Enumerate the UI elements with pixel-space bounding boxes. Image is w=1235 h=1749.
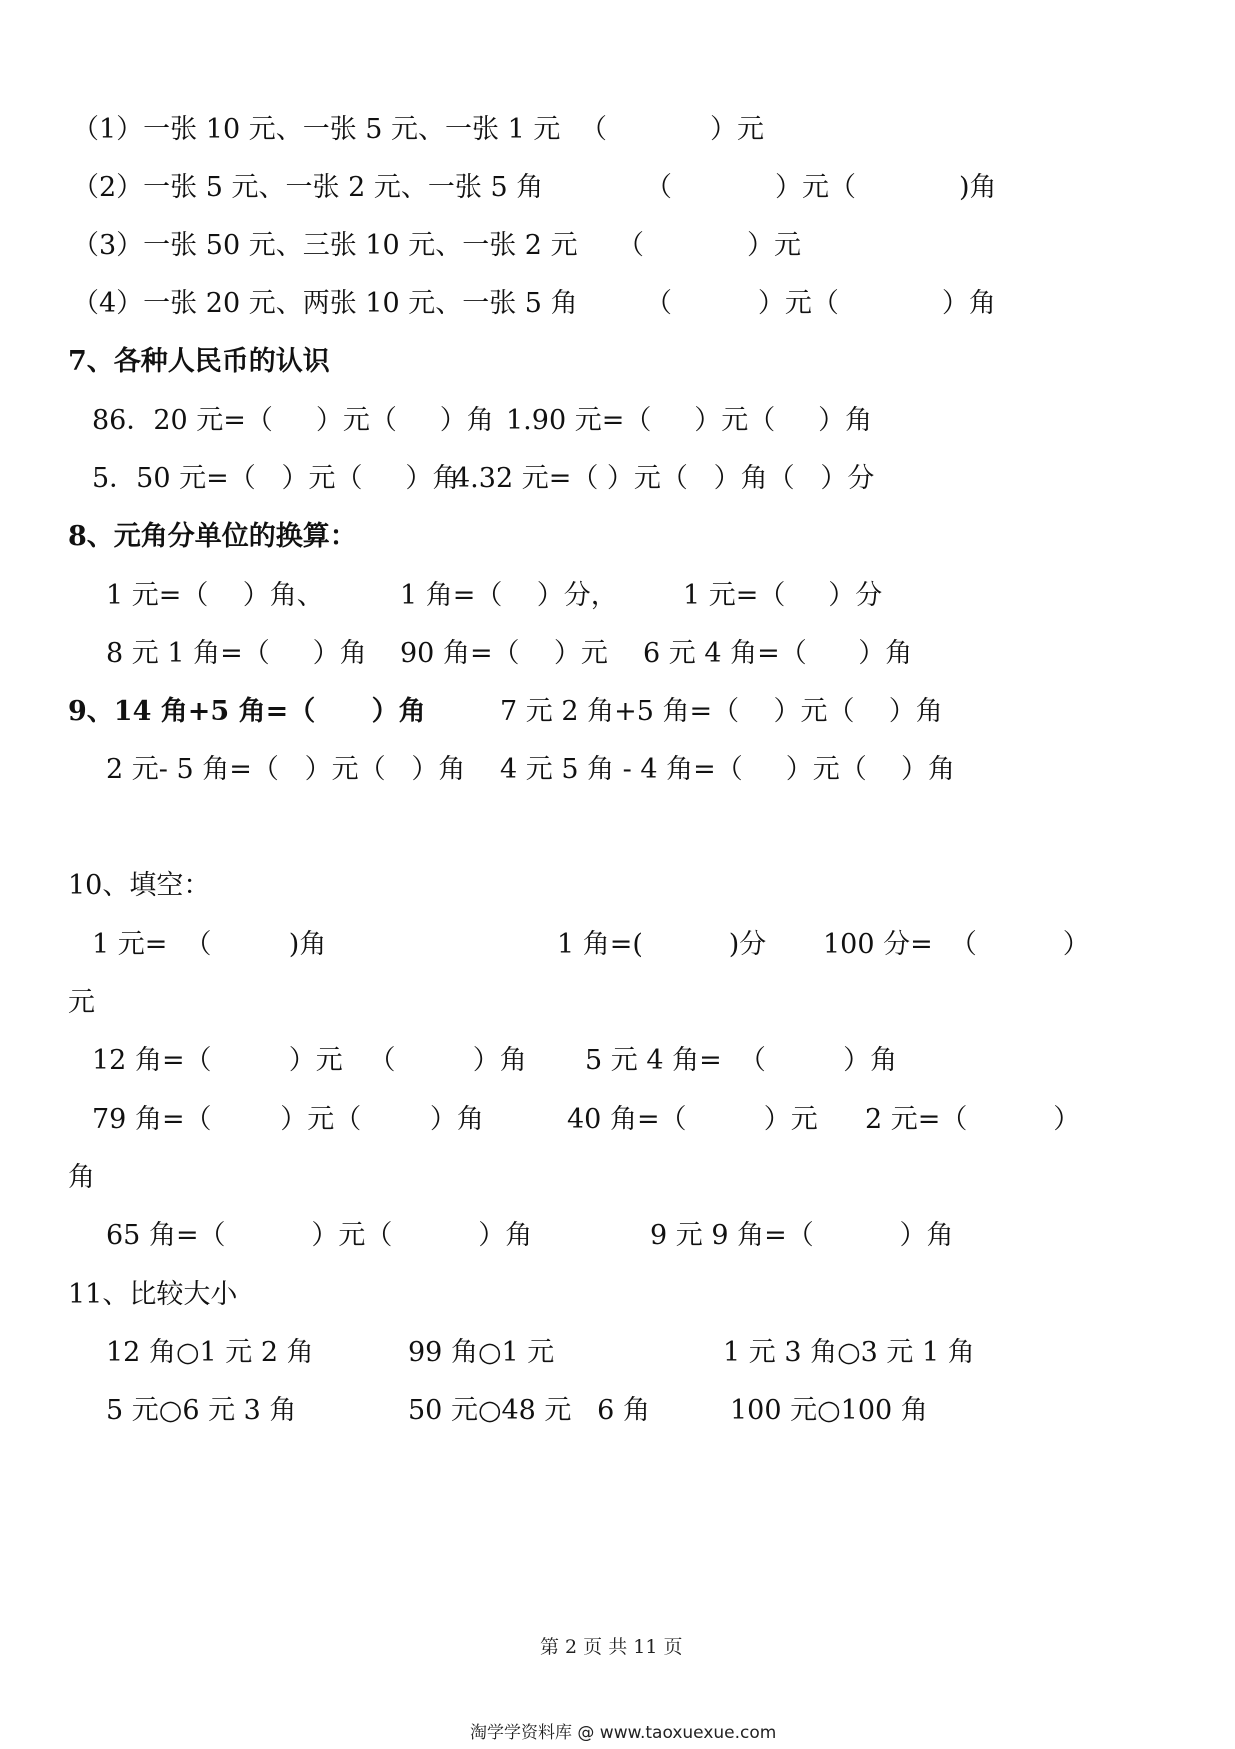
q8-row1-a: 1 元=（ ）角、 (106, 580, 324, 611)
q8-row2-c: 6 元 4 角=（ ）角 (643, 638, 913, 669)
q10-row3-b: 40 角=（ ）元 (567, 1104, 818, 1135)
q9-row2-left: 2 元- 5 角=（ ）元（ ）角 (106, 754, 466, 785)
q11-row2-a: 5 元○6 元 3 角 (106, 1395, 297, 1426)
q8-row1-b: 1 角=（ ）分， (400, 580, 618, 611)
q7-title: 7、各种人民币的认识 (68, 346, 330, 377)
q7-row1-right: 1.90 元=（ ）元（ ）角 (506, 405, 873, 436)
q7-row2-left: 5．50 元=（ ）元（ ）角 (92, 463, 460, 494)
q11-row2-c: 100 元○100 角 (730, 1395, 928, 1426)
q10-title: 10、填空： (68, 870, 211, 901)
q10-row3-a: 79 角=（ ）元（ ）角 (92, 1104, 484, 1135)
q10-row1-b: 1 角=( )分 (557, 929, 767, 960)
q8-row2-a: 8 元 1 角=（ ）角 (106, 638, 367, 669)
q6-item-4-blank: （ ）元（ ）角 (645, 288, 996, 319)
site-watermark: 淘学学资料库 @ www.taoxuexue.com (470, 1723, 777, 1743)
q10-row3-c: 2 元=（ ） (865, 1104, 1081, 1135)
q10-row3-wrap: 角 (68, 1162, 95, 1193)
q10-row4-b: 9 元 9 角=（ ）角 (650, 1220, 954, 1251)
q6-item-1-label: （1）一张 10 元、一张 5 元、一张 1 元 (72, 114, 561, 145)
q6-item-1-blank: （ ）元 (580, 114, 764, 145)
q10-row1-wrap: 元 (68, 987, 95, 1018)
q9-row1-right: 7 元 2 角+5 角=（ ）元（ ）角 (500, 696, 943, 727)
q10-row1-a: 1 元= （ )角 (92, 929, 327, 960)
q8-row1-c: 1 元=（ ）分 (683, 580, 883, 611)
q11-row1-a: 12 角○1 元 2 角 (106, 1337, 314, 1368)
q11-title: 11、比较大小 (68, 1279, 238, 1310)
q9-row1-left: 9、14 角+5 角=（ ）角 (68, 696, 426, 727)
q10-row2-a: 12 角=（ ）元 （ ）角 (92, 1045, 527, 1076)
q10-row1-c: 100 分= （ ） (823, 929, 1090, 960)
q7-row2-right: 4.32 元=（ ）元（ ）角（ ）分 (453, 463, 875, 494)
q6-item-3-label: （3）一张 50 元、三张 10 元、一张 2 元 (72, 230, 578, 261)
q10-row4-a: 65 角=（ ）元（ ）角 (106, 1220, 533, 1251)
q6-item-4-label: （4）一张 20 元、两张 10 元、一张 5 角 (72, 288, 578, 319)
q8-row2-b: 90 角=（ ）元 (400, 638, 608, 669)
q6-item-2-label: （2）一张 5 元、一张 2 元、一张 5 角 (72, 172, 544, 203)
q6-item-2-blank: （ ）元（ )角 (645, 172, 997, 203)
q8-title: 8、元角分单位的换算： (68, 521, 357, 552)
q11-row2-b: 50 元○48 元 6 角 (408, 1395, 650, 1426)
q11-row1-b: 99 角○1 元 (408, 1337, 555, 1368)
q10-row2-b: 5 元 4 角= （ ）角 (585, 1045, 898, 1076)
q6-item-3-blank: （ ）元 (617, 230, 801, 261)
q7-row1-left: 86．20 元=（ ）元（ ）角 (92, 405, 494, 436)
page-number: 第 2 页 共 11 页 (540, 1636, 683, 1658)
q9-row2-right: 4 元 5 角 - 4 角=（ ）元（ ）角 (500, 754, 956, 785)
q11-row1-c: 1 元 3 角○3 元 1 角 (723, 1337, 975, 1368)
